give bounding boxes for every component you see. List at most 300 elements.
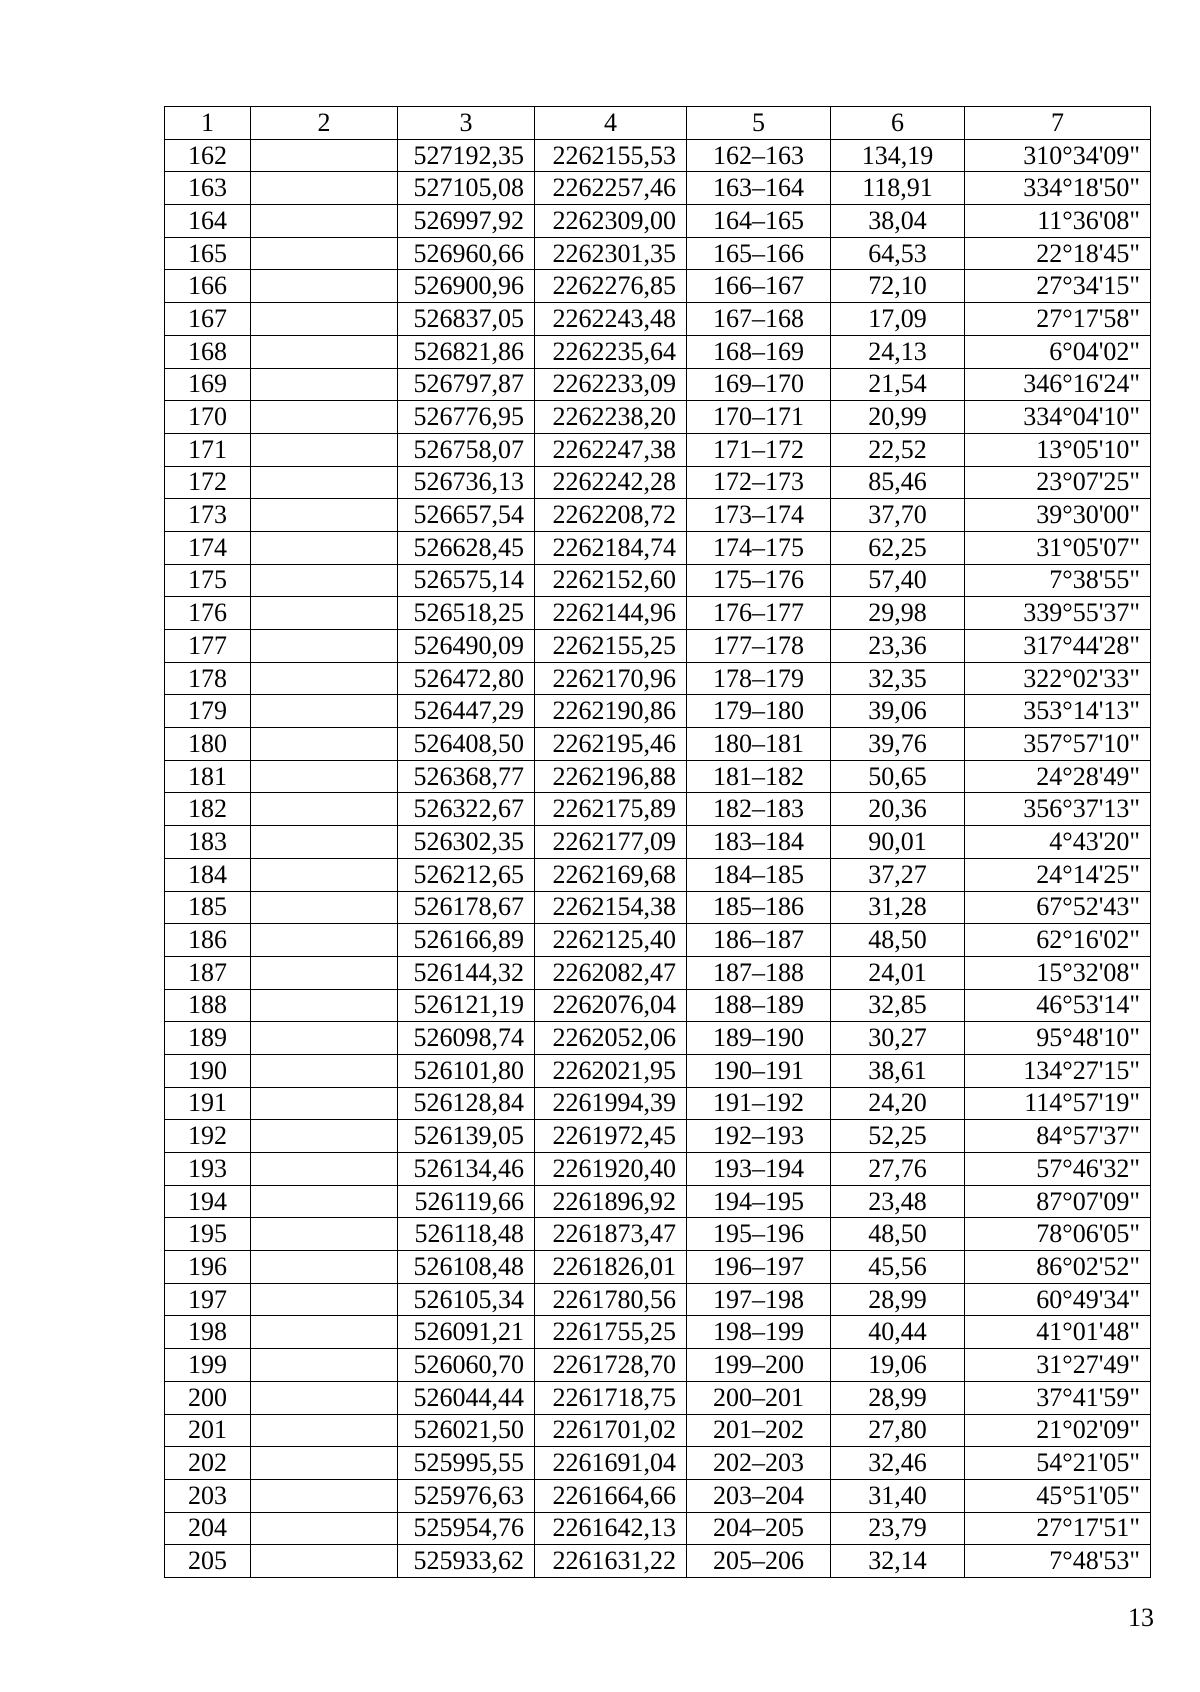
cell-point-label: [251, 499, 398, 532]
cell-segment: 191–192: [687, 1087, 831, 1120]
cell-coordinate-y: 2262196,88: [535, 760, 687, 793]
cell-segment-length: 39,06: [831, 695, 965, 728]
cell-coordinate-y: 2262175,89: [535, 793, 687, 826]
table-row: [165, 237, 1151, 270]
cell-direction-angle: 322°02'33": [965, 662, 1151, 695]
cell-point-label: [251, 1479, 398, 1512]
cell-point-number: 188: [165, 989, 251, 1022]
cell-direction-angle: 84°57'37": [965, 1120, 1151, 1153]
cell-segment: 197–198: [687, 1283, 831, 1316]
cell-segment: 175–176: [687, 564, 831, 597]
table-row: [165, 466, 1151, 499]
cell-point-label: [251, 1054, 398, 1087]
cell-point-number: 176: [165, 597, 251, 630]
cell-coordinate-x: 526776,95: [398, 401, 535, 434]
cell-direction-angle: 24°14'25": [965, 858, 1151, 891]
cell-coordinate-x: 526121,19: [398, 989, 535, 1022]
cell-segment-length: 64,53: [831, 237, 965, 270]
cell-point-number: 177: [165, 630, 251, 663]
table-row: [165, 564, 1151, 597]
cell-coordinate-x: 526758,07: [398, 433, 535, 466]
cell-coordinate-x: 526490,09: [398, 630, 535, 663]
cell-segment-length: 134,19: [831, 139, 965, 172]
cell-point-label: [251, 1414, 398, 1447]
cell-coordinate-x: 526837,05: [398, 303, 535, 336]
cell-segment-length: 90,01: [831, 826, 965, 859]
cell-direction-angle: 87°07'09": [965, 1185, 1151, 1218]
cell-direction-angle: 7°48'53": [965, 1545, 1151, 1578]
table-row: [165, 531, 1151, 564]
column-header-2: 2: [251, 107, 398, 140]
cell-segment: 205–206: [687, 1545, 831, 1578]
cell-coordinate-x: 526128,84: [398, 1087, 535, 1120]
cell-point-number: 190: [165, 1054, 251, 1087]
cell-coordinate-y: 2261780,56: [535, 1283, 687, 1316]
cell-segment: 204–205: [687, 1512, 831, 1545]
cell-segment: 171–172: [687, 433, 831, 466]
cell-point-number: 191: [165, 1087, 251, 1120]
cell-coordinate-x: 526447,29: [398, 695, 535, 728]
cell-segment: 192–193: [687, 1120, 831, 1153]
table-row: [165, 303, 1151, 336]
table-row: [165, 368, 1151, 401]
cell-coordinate-x: 525995,55: [398, 1447, 535, 1480]
cell-segment: 193–194: [687, 1153, 831, 1186]
cell-direction-angle: 45°51'05": [965, 1479, 1151, 1512]
cell-point-number: 205: [165, 1545, 251, 1578]
cell-segment: 190–191: [687, 1054, 831, 1087]
cell-coordinate-y: 2261631,22: [535, 1545, 687, 1578]
cell-segment: 177–178: [687, 630, 831, 663]
cell-coordinate-x: 526628,45: [398, 531, 535, 564]
cell-point-label: [251, 695, 398, 728]
cell-segment: 200–201: [687, 1381, 831, 1414]
cell-coordinate-x: 526821,86: [398, 335, 535, 368]
cell-segment-length: 17,09: [831, 303, 965, 336]
cell-coordinate-x: 527192,35: [398, 139, 535, 172]
cell-coordinate-y: 2262276,85: [535, 270, 687, 303]
cell-point-label: [251, 1153, 398, 1186]
cell-point-label: [251, 793, 398, 826]
table-row: [165, 139, 1151, 172]
cell-segment-length: 31,40: [831, 1479, 965, 1512]
cell-point-number: 197: [165, 1283, 251, 1316]
cell-point-label: [251, 1283, 398, 1316]
cell-segment: 199–200: [687, 1349, 831, 1382]
cell-coordinate-x: 527105,08: [398, 172, 535, 205]
cell-point-number: 193: [165, 1153, 251, 1186]
cell-point-number: 204: [165, 1512, 251, 1545]
cell-coordinate-x: 526060,70: [398, 1349, 535, 1382]
cell-coordinate-x: 526166,89: [398, 924, 535, 957]
cell-coordinate-y: 2262301,35: [535, 237, 687, 270]
cell-coordinate-y: 2261826,01: [535, 1251, 687, 1284]
cell-coordinate-y: 2262238,20: [535, 401, 687, 434]
table-row: [165, 433, 1151, 466]
column-header-7: 7: [965, 107, 1151, 140]
cell-point-label: [251, 1447, 398, 1480]
cell-segment-length: 20,99: [831, 401, 965, 434]
cell-segment: 188–189: [687, 989, 831, 1022]
cell-point-label: [251, 662, 398, 695]
cell-point-label: [251, 956, 398, 989]
cell-point-number: 182: [165, 793, 251, 826]
cell-segment-length: 38,04: [831, 205, 965, 238]
cell-segment: 183–184: [687, 826, 831, 859]
cell-direction-angle: 23°07'25": [965, 466, 1151, 499]
cell-point-number: 172: [165, 466, 251, 499]
table-row: [165, 1087, 1151, 1120]
table-row: [165, 1512, 1151, 1545]
cell-coordinate-y: 2261664,66: [535, 1479, 687, 1512]
table-row: [165, 924, 1151, 957]
cell-direction-angle: 31°05'07": [965, 531, 1151, 564]
cell-coordinate-y: 2261755,25: [535, 1316, 687, 1349]
cell-coordinate-x: 525933,62: [398, 1545, 535, 1578]
table-row: [165, 1414, 1151, 1447]
table-row: [165, 1185, 1151, 1218]
table-row: [165, 989, 1151, 1022]
cell-segment-length: 23,79: [831, 1512, 965, 1545]
table-row: [165, 1447, 1151, 1480]
cell-point-label: [251, 1251, 398, 1284]
cell-direction-angle: 27°17'51": [965, 1512, 1151, 1545]
cell-coordinate-y: 2261718,75: [535, 1381, 687, 1414]
cell-segment: 185–186: [687, 891, 831, 924]
table-row: [165, 499, 1151, 532]
table-row: [165, 793, 1151, 826]
cell-point-number: 196: [165, 1251, 251, 1284]
cell-point-label: [251, 1185, 398, 1218]
cell-segment: 164–165: [687, 205, 831, 238]
cell-segment-length: 48,50: [831, 1218, 965, 1251]
column-header-6: 6: [831, 107, 965, 140]
cell-segment-length: 27,76: [831, 1153, 965, 1186]
table-row: [165, 1283, 1151, 1316]
cell-segment-length: 45,56: [831, 1251, 965, 1284]
cell-direction-angle: 15°32'08": [965, 956, 1151, 989]
cell-coordinate-x: 526105,34: [398, 1283, 535, 1316]
cell-coordinate-x: 526139,05: [398, 1120, 535, 1153]
cell-direction-angle: 21°02'09": [965, 1414, 1151, 1447]
cell-segment-length: 118,91: [831, 172, 965, 205]
cell-direction-angle: 334°18'50": [965, 172, 1151, 205]
cell-direction-angle: 57°46'32": [965, 1153, 1151, 1186]
cell-point-label: [251, 237, 398, 270]
cell-point-label: [251, 891, 398, 924]
cell-segment: 189–190: [687, 1022, 831, 1055]
cell-segment-length: 40,44: [831, 1316, 965, 1349]
cell-coordinate-x: 525976,63: [398, 1479, 535, 1512]
table-row: [165, 956, 1151, 989]
cell-coordinate-x: 526021,50: [398, 1414, 535, 1447]
cell-coordinate-y: 2262184,74: [535, 531, 687, 564]
table-row: [165, 1054, 1151, 1087]
cell-segment-length: 38,61: [831, 1054, 965, 1087]
coordinates-table: [164, 106, 1151, 1578]
cell-point-label: [251, 368, 398, 401]
cell-point-number: 185: [165, 891, 251, 924]
cell-point-label: [251, 172, 398, 205]
cell-segment-length: 24,20: [831, 1087, 965, 1120]
cell-segment: 184–185: [687, 858, 831, 891]
cell-point-number: 173: [165, 499, 251, 532]
cell-direction-angle: 22°18'45": [965, 237, 1151, 270]
column-header-1: 1: [165, 107, 251, 140]
cell-segment: 186–187: [687, 924, 831, 957]
cell-coordinate-x: 526118,48: [398, 1218, 535, 1251]
cell-direction-angle: 95°48'10": [965, 1022, 1151, 1055]
cell-point-label: [251, 1381, 398, 1414]
cell-direction-angle: 310°34'09": [965, 139, 1151, 172]
table-row: [165, 172, 1151, 205]
cell-coordinate-x: 526178,67: [398, 891, 535, 924]
cell-segment-length: 28,99: [831, 1381, 965, 1414]
cell-point-number: 194: [165, 1185, 251, 1218]
cell-point-number: 184: [165, 858, 251, 891]
cell-segment-length: 27,80: [831, 1414, 965, 1447]
cell-segment: 180–181: [687, 728, 831, 761]
table-row: [165, 760, 1151, 793]
cell-segment: 176–177: [687, 597, 831, 630]
cell-direction-angle: 134°27'15": [965, 1054, 1151, 1087]
cell-segment-length: 24,01: [831, 956, 965, 989]
cell-point-label: [251, 924, 398, 957]
cell-direction-angle: 24°28'49": [965, 760, 1151, 793]
cell-segment: 181–182: [687, 760, 831, 793]
cell-segment-length: 23,48: [831, 1185, 965, 1218]
cell-direction-angle: 62°16'02": [965, 924, 1151, 957]
cell-segment: 168–169: [687, 335, 831, 368]
cell-point-label: [251, 1022, 398, 1055]
cell-coordinate-y: 2262243,48: [535, 303, 687, 336]
table-row: [165, 1153, 1151, 1186]
cell-coordinate-x: 526518,25: [398, 597, 535, 630]
cell-segment-length: 72,10: [831, 270, 965, 303]
cell-coordinate-x: 526657,54: [398, 499, 535, 532]
cell-point-label: [251, 303, 398, 336]
cell-segment-length: 30,27: [831, 1022, 965, 1055]
cell-point-number: 180: [165, 728, 251, 761]
cell-direction-angle: 334°04'10": [965, 401, 1151, 434]
cell-coordinate-x: 526322,67: [398, 793, 535, 826]
cell-point-number: 174: [165, 531, 251, 564]
table-row: [165, 597, 1151, 630]
cell-segment-length: 31,28: [831, 891, 965, 924]
cell-coordinate-x: 526736,13: [398, 466, 535, 499]
cell-point-number: 189: [165, 1022, 251, 1055]
cell-coordinate-y: 2262190,86: [535, 695, 687, 728]
cell-coordinate-y: 2262169,68: [535, 858, 687, 891]
cell-segment-length: 48,50: [831, 924, 965, 957]
cell-point-label: [251, 760, 398, 793]
cell-segment: 163–164: [687, 172, 831, 205]
cell-coordinate-y: 2262247,38: [535, 433, 687, 466]
table-row: [165, 1120, 1151, 1153]
cell-coordinate-y: 2262177,09: [535, 826, 687, 859]
cell-point-label: [251, 335, 398, 368]
cell-point-label: [251, 401, 398, 434]
cell-direction-angle: 7°38'55": [965, 564, 1151, 597]
table-row: [165, 205, 1151, 238]
cell-point-number: 164: [165, 205, 251, 238]
cell-point-number: 171: [165, 433, 251, 466]
cell-point-label: [251, 433, 398, 466]
cell-point-number: 201: [165, 1414, 251, 1447]
cell-coordinate-x: 526408,50: [398, 728, 535, 761]
cell-point-label: [251, 466, 398, 499]
cell-point-number: 203: [165, 1479, 251, 1512]
table-row: [165, 695, 1151, 728]
cell-direction-angle: 4°43'20": [965, 826, 1151, 859]
cell-segment-length: 32,14: [831, 1545, 965, 1578]
cell-direction-angle: 114°57'19": [965, 1087, 1151, 1120]
cell-coordinate-x: 526101,80: [398, 1054, 535, 1087]
cell-segment-length: 19,06: [831, 1349, 965, 1382]
cell-point-number: 170: [165, 401, 251, 434]
table-row: [165, 1349, 1151, 1382]
cell-point-label: [251, 1349, 398, 1382]
cell-coordinate-y: 2261972,45: [535, 1120, 687, 1153]
cell-direction-angle: 13°05'10": [965, 433, 1151, 466]
table-row: [165, 1022, 1151, 1055]
cell-direction-angle: 27°17'58": [965, 303, 1151, 336]
cell-segment-length: 57,40: [831, 564, 965, 597]
table-row: [165, 891, 1151, 924]
cell-coordinate-y: 2262309,00: [535, 205, 687, 238]
cell-point-number: 187: [165, 956, 251, 989]
cell-coordinate-y: 2262257,46: [535, 172, 687, 205]
cell-point-label: [251, 139, 398, 172]
cell-direction-angle: 27°34'15": [965, 270, 1151, 303]
table-row: [165, 1545, 1151, 1578]
cell-coordinate-x: 526997,92: [398, 205, 535, 238]
cell-coordinate-y: 2261701,02: [535, 1414, 687, 1447]
cell-direction-angle: 86°02'52": [965, 1251, 1151, 1284]
cell-coordinate-x: 526108,48: [398, 1251, 535, 1284]
cell-point-label: [251, 989, 398, 1022]
cell-direction-angle: 37°41'59": [965, 1381, 1151, 1414]
cell-segment: 178–179: [687, 662, 831, 695]
cell-segment-length: 32,46: [831, 1447, 965, 1480]
cell-direction-angle: 6°04'02": [965, 335, 1151, 368]
cell-segment: 165–166: [687, 237, 831, 270]
cell-point-label: [251, 826, 398, 859]
cell-segment-length: 50,65: [831, 760, 965, 793]
cell-segment-length: 32,35: [831, 662, 965, 695]
cell-point-number: 179: [165, 695, 251, 728]
cell-point-number: 162: [165, 139, 251, 172]
cell-segment: 201–202: [687, 1414, 831, 1447]
cell-coordinate-y: 2261994,39: [535, 1087, 687, 1120]
table-row: [165, 858, 1151, 891]
cell-coordinate-x: 526212,65: [398, 858, 535, 891]
cell-direction-angle: 54°21'05": [965, 1447, 1151, 1480]
cell-coordinate-y: 2262235,64: [535, 335, 687, 368]
cell-coordinate-y: 2261896,92: [535, 1185, 687, 1218]
table-row: [165, 1316, 1151, 1349]
cell-segment-length: 24,13: [831, 335, 965, 368]
cell-point-label: [251, 1218, 398, 1251]
cell-direction-angle: 39°30'00": [965, 499, 1151, 532]
cell-point-label: [251, 858, 398, 891]
cell-segment: 162–163: [687, 139, 831, 172]
cell-coordinate-x: 526472,80: [398, 662, 535, 695]
column-header-4: 4: [535, 107, 687, 140]
cell-coordinate-y: 2262208,72: [535, 499, 687, 532]
cell-point-label: [251, 564, 398, 597]
cell-coordinate-y: 2262021,95: [535, 1054, 687, 1087]
cell-segment-length: 28,99: [831, 1283, 965, 1316]
cell-coordinate-x: 526098,74: [398, 1022, 535, 1055]
table-row: [165, 1479, 1151, 1512]
cell-segment-length: 37,70: [831, 499, 965, 532]
cell-coordinate-x: 526134,46: [398, 1153, 535, 1186]
cell-segment: 174–175: [687, 531, 831, 564]
cell-point-number: 165: [165, 237, 251, 270]
cell-direction-angle: 31°27'49": [965, 1349, 1151, 1382]
cell-coordinate-y: 2262170,96: [535, 662, 687, 695]
column-header-5: 5: [687, 107, 831, 140]
cell-segment: 166–167: [687, 270, 831, 303]
cell-segment-length: 20,36: [831, 793, 965, 826]
table-row: [165, 401, 1151, 434]
cell-segment: 198–199: [687, 1316, 831, 1349]
cell-point-number: 200: [165, 1381, 251, 1414]
cell-point-label: [251, 1120, 398, 1153]
cell-segment: 169–170: [687, 368, 831, 401]
cell-coordinate-y: 2262152,60: [535, 564, 687, 597]
cell-coordinate-x: 526119,66: [398, 1185, 535, 1218]
table-row: [165, 728, 1151, 761]
table-row: [165, 630, 1151, 663]
cell-point-label: [251, 1087, 398, 1120]
cell-coordinate-y: 2261873,47: [535, 1218, 687, 1251]
cell-coordinate-y: 2262195,46: [535, 728, 687, 761]
cell-segment: 194–195: [687, 1185, 831, 1218]
cell-point-number: 202: [165, 1447, 251, 1480]
cell-segment-length: 21,54: [831, 368, 965, 401]
cell-coordinate-x: 526044,44: [398, 1381, 535, 1414]
cell-point-number: 168: [165, 335, 251, 368]
cell-point-label: [251, 205, 398, 238]
cell-point-number: 183: [165, 826, 251, 859]
cell-point-number: 186: [165, 924, 251, 957]
cell-point-number: 181: [165, 760, 251, 793]
table-row: [165, 335, 1151, 368]
cell-coordinate-x: 526797,87: [398, 368, 535, 401]
cell-point-label: [251, 728, 398, 761]
cell-coordinate-y: 2262082,47: [535, 956, 687, 989]
cell-segment: 202–203: [687, 1447, 831, 1480]
table-row: [165, 1218, 1151, 1251]
cell-coordinate-x: 526960,66: [398, 237, 535, 270]
cell-direction-angle: 78°06'05": [965, 1218, 1151, 1251]
cell-direction-angle: 353°14'13": [965, 695, 1151, 728]
cell-direction-angle: 41°01'48": [965, 1316, 1151, 1349]
cell-point-number: 178: [165, 662, 251, 695]
cell-coordinate-x: 525954,76: [398, 1512, 535, 1545]
cell-segment-length: 52,25: [831, 1120, 965, 1153]
cell-point-number: 175: [165, 564, 251, 597]
table-row: [165, 1251, 1151, 1284]
column-header-3: 3: [398, 107, 535, 140]
cell-direction-angle: 11°36'08": [965, 205, 1151, 238]
cell-direction-angle: 317°44'28": [965, 630, 1151, 663]
cell-direction-angle: 356°37'13": [965, 793, 1151, 826]
cell-segment: 195–196: [687, 1218, 831, 1251]
cell-point-number: 198: [165, 1316, 251, 1349]
